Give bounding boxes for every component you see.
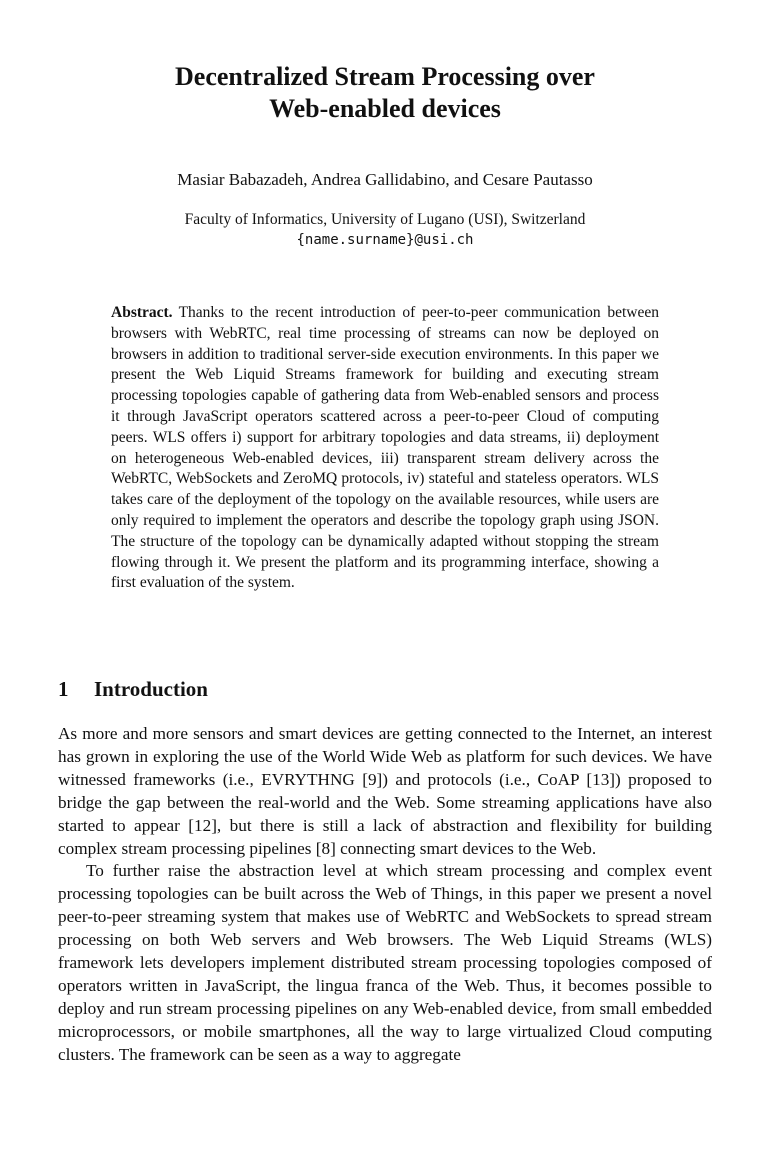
abstract-label: Abstract.: [111, 304, 173, 321]
author-list: Masiar Babazadeh, Andrea Gallidabino, and Cesare Pautasso: [177, 170, 593, 189]
abstract-text: Thanks to the recent introduction of peer-to-peer communication between browsers with WebRTC, real time processing of streams can now be deployed on browsers in addition to traditional server-side execution environments. In this paper we present the Web Liquid Streams framework for building and executing stream processing topologies capable of gathering data from Web-enabled sensors and process it through JavaScript operators scattered across a peer-to-peer Cloud of computing peers. WLS offers i) support for arbitrary topologies and data streams, ii) deployment on heterogeneous Web-enabled devices, iii) transparent stream delivery across the WebRTC, WebSockets and ZeroMQ protocols, iv) stateful and stateless operators. WLS takes care of the deployment of the topology on the available resources, while users are only required to implement the operators and describe the topology graph using JSON. The structure of the topology can be dynamically adapted without stopping the stream flowing through it. We present the platform and its programming interface, showing a first evaluation of the system.: [111, 304, 659, 592]
section-heading: [58, 675, 208, 703]
abstract: [111, 303, 659, 594]
affiliation-block: [60, 209, 710, 251]
body-paragraph: As more and more sensors and smart devices are getting connected to the Internet, an interest has grown in exploring the use of the World Wide Web as platform for such devices. We have witnessed frameworks (i.e., EVRYTHNG [9]) and protocols (i.e., CoAP [13]) proposed to bridge the gap between the real-world and the Web. Some streaming applications have also started to appear [12], but there is still a lack of abstraction and flexibility for building complex stream processing pipelines [8] connecting smart devices to the Web.: [58, 724, 712, 858]
author-email: {name.surname}@usi.ch: [296, 232, 474, 248]
title-line-2: Web-enabled devices: [269, 94, 501, 123]
section-number: 1: [58, 677, 69, 701]
title-line-1: Decentralized Stream Processing over: [175, 62, 595, 91]
body-paragraph: To further raise the abstraction level at which stream processing and complex event processing topologies can be built across the Web of Things, in this paper we present a novel peer-to-peer streaming system that makes use of WebRTC and WebSockets to spread stream processing on both Web servers and Web browsers. The Web Liquid Streams (WLS) framework lets developers implement distributed stream processing topologies composed of operators written in JavaScript, the lingua franca of the Web. Thus, it becomes possible to deploy and run stream processing pipelines on any Web-enabled device, from small embedded microprocessors, or mobile smartphones, all the way to large virtualized Cloud computing clusters. The framework can be seen as a way to aggregate: [58, 861, 712, 1064]
paper-title: [60, 61, 710, 125]
section-body: [58, 723, 712, 1067]
affiliation: Faculty of Informatics, University of Lugano (USI), Switzerland: [184, 211, 586, 228]
section-title: Introduction: [94, 677, 208, 701]
